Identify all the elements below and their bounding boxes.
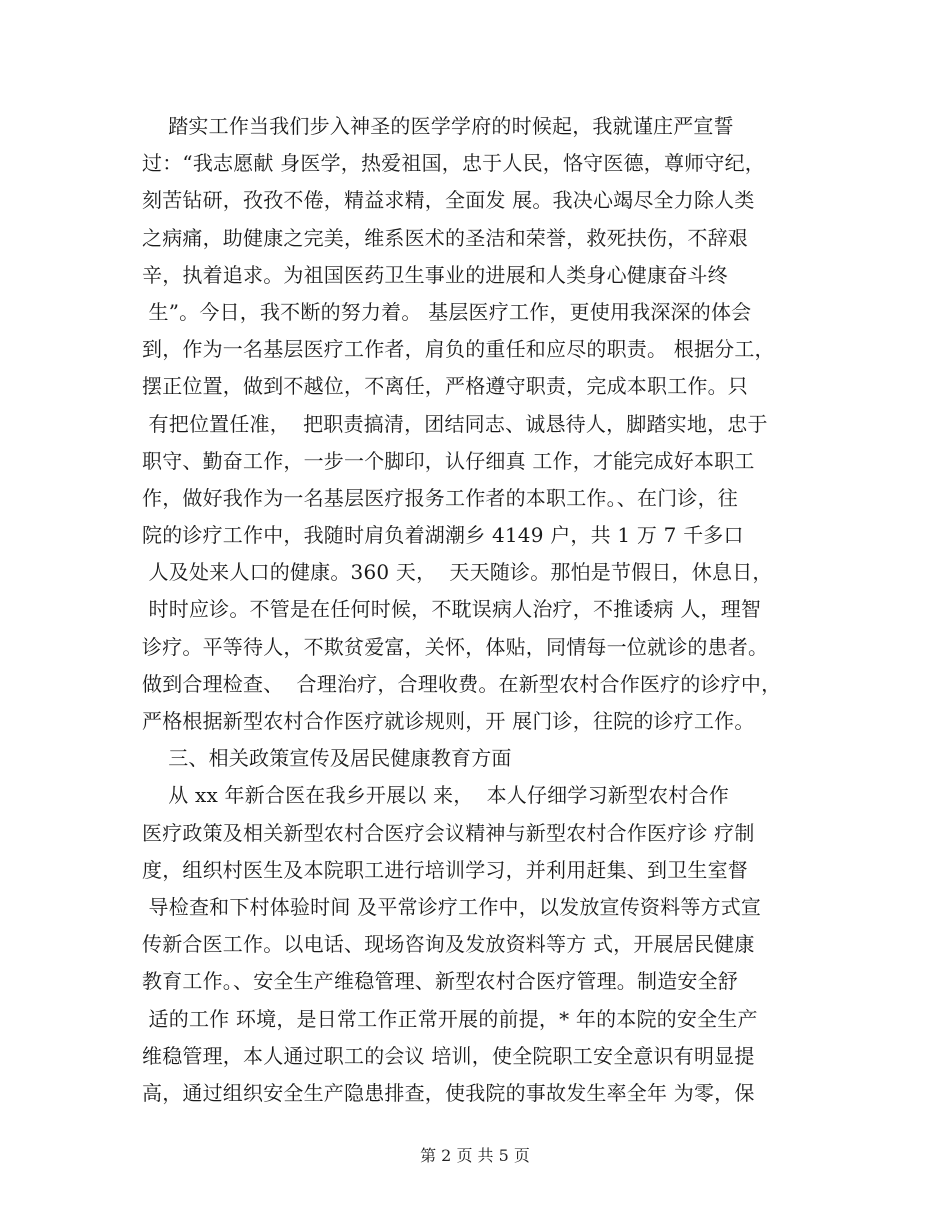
text-line: 维稳管理，本人通过职工的会议 培训，使全院职工安全意识有明显提 (142, 1043, 755, 1068)
text-line: 踏实工作当我们步入神圣的医学学府的时候起，我就谨庄严宣誓 (142, 114, 734, 138)
text-line: 导检查和下村体验时间 及平常诊疗工作中，以发放宣传资料等方式宣 (142, 894, 762, 919)
text-line: 高，通过组织安全生产隐患排查，使我院的事故发生率全年 为零，保 (142, 1080, 755, 1105)
text-line: 医疗政策及相关新型农村合医疗会议精神与新型农村合作医疗诊 疗制 (142, 820, 755, 845)
text-line: 诊疗。平等待人，不欺贫爱富，关怀，体贴，同情每一位就诊的患者。 (142, 634, 769, 659)
text-line: 院的诊疗工作中，我随时肩负着湖潮乡 4149 户，共 1 万 7 千多口 (142, 523, 744, 548)
text-line: 辛，执着追求。为祖国医药卫生事业的进展和人类身心健康奋斗终 (142, 262, 728, 287)
text-line: 刻苦钻研，孜孜不倦，精益求精，全面发 展。我决心竭尽全力除人类 (142, 188, 755, 213)
text-line: 从 xx 年新合医在我乡开展以 来， 本人仔细学习新型农村合作 (142, 783, 729, 808)
text-line: 到，作为一名基层医疗工作者，肩负的重任和应尽的职责。 根据分工， (142, 337, 775, 362)
text-line: 摆正位置，做到不越位，不离任，严格遵守职责，完成本职工作。只 (142, 374, 748, 399)
text-line: 生”。今日，我不断的努力着。 基层医疗工作，更使用我深深的体会 (142, 299, 752, 324)
section-heading: 三、相关政策宣传及居民健康教育方面 (142, 746, 512, 771)
text-line: 度，组织村医生及本院职工进行培训学习，并利用赶集、到卫生室督 (142, 857, 748, 882)
text-line: 有把位置任准， 把职责搞清，团结同志、诚恳待人，脚踏实地，忠于 (142, 411, 768, 436)
text-line: 适的工作 环境，是日常工作正常开展的前提，* 年的本院的安全生产 (142, 1006, 758, 1031)
text-line: 过：“我志愿献 身医学，热爱祖国，忠于人民，恪守医德，尊师守纪， (142, 151, 765, 176)
text-line: 之病痛，助健康之完美，维系医术的圣洁和荣誉，救死扶伤，不辞艰 (142, 225, 748, 250)
text-line: 职守、勤奋工作，一步一个脚印，认仔细真 工作，才能完成好本职工 (142, 448, 755, 473)
text-line: 作，做好我作为一名基层医疗报务工作者的本职工作。、在门诊，往 (142, 485, 738, 510)
text-line: 做到合理检查、 合理治疗，合理收费。在新型农村合作医疗的诊疗中， (142, 671, 782, 696)
text-line: 人及处来人口的健康。360 天， 天天随诊。那怕是节假日，休息日， (142, 560, 773, 585)
text-line: 传新合医工作。以电话、现场咨询及发放资料等方 式，开展居民健康 (142, 932, 755, 957)
text-line: 严格根据新型农村合作医疗就诊规则，开 展门诊，往院的诊疗工作。 (142, 709, 755, 733)
text-line: 教育工作。、安全生产维稳管理、新型农村合医疗管理。制造安全舒 (142, 969, 738, 994)
page-number-footer: 第 2 页 共 5 页 (420, 1146, 530, 1165)
text-line: 时时应诊。不管是在任何时候，不耽误病人治疗，不推诿病 人，理智 (142, 597, 762, 622)
document-body (142, 108, 810, 1112)
